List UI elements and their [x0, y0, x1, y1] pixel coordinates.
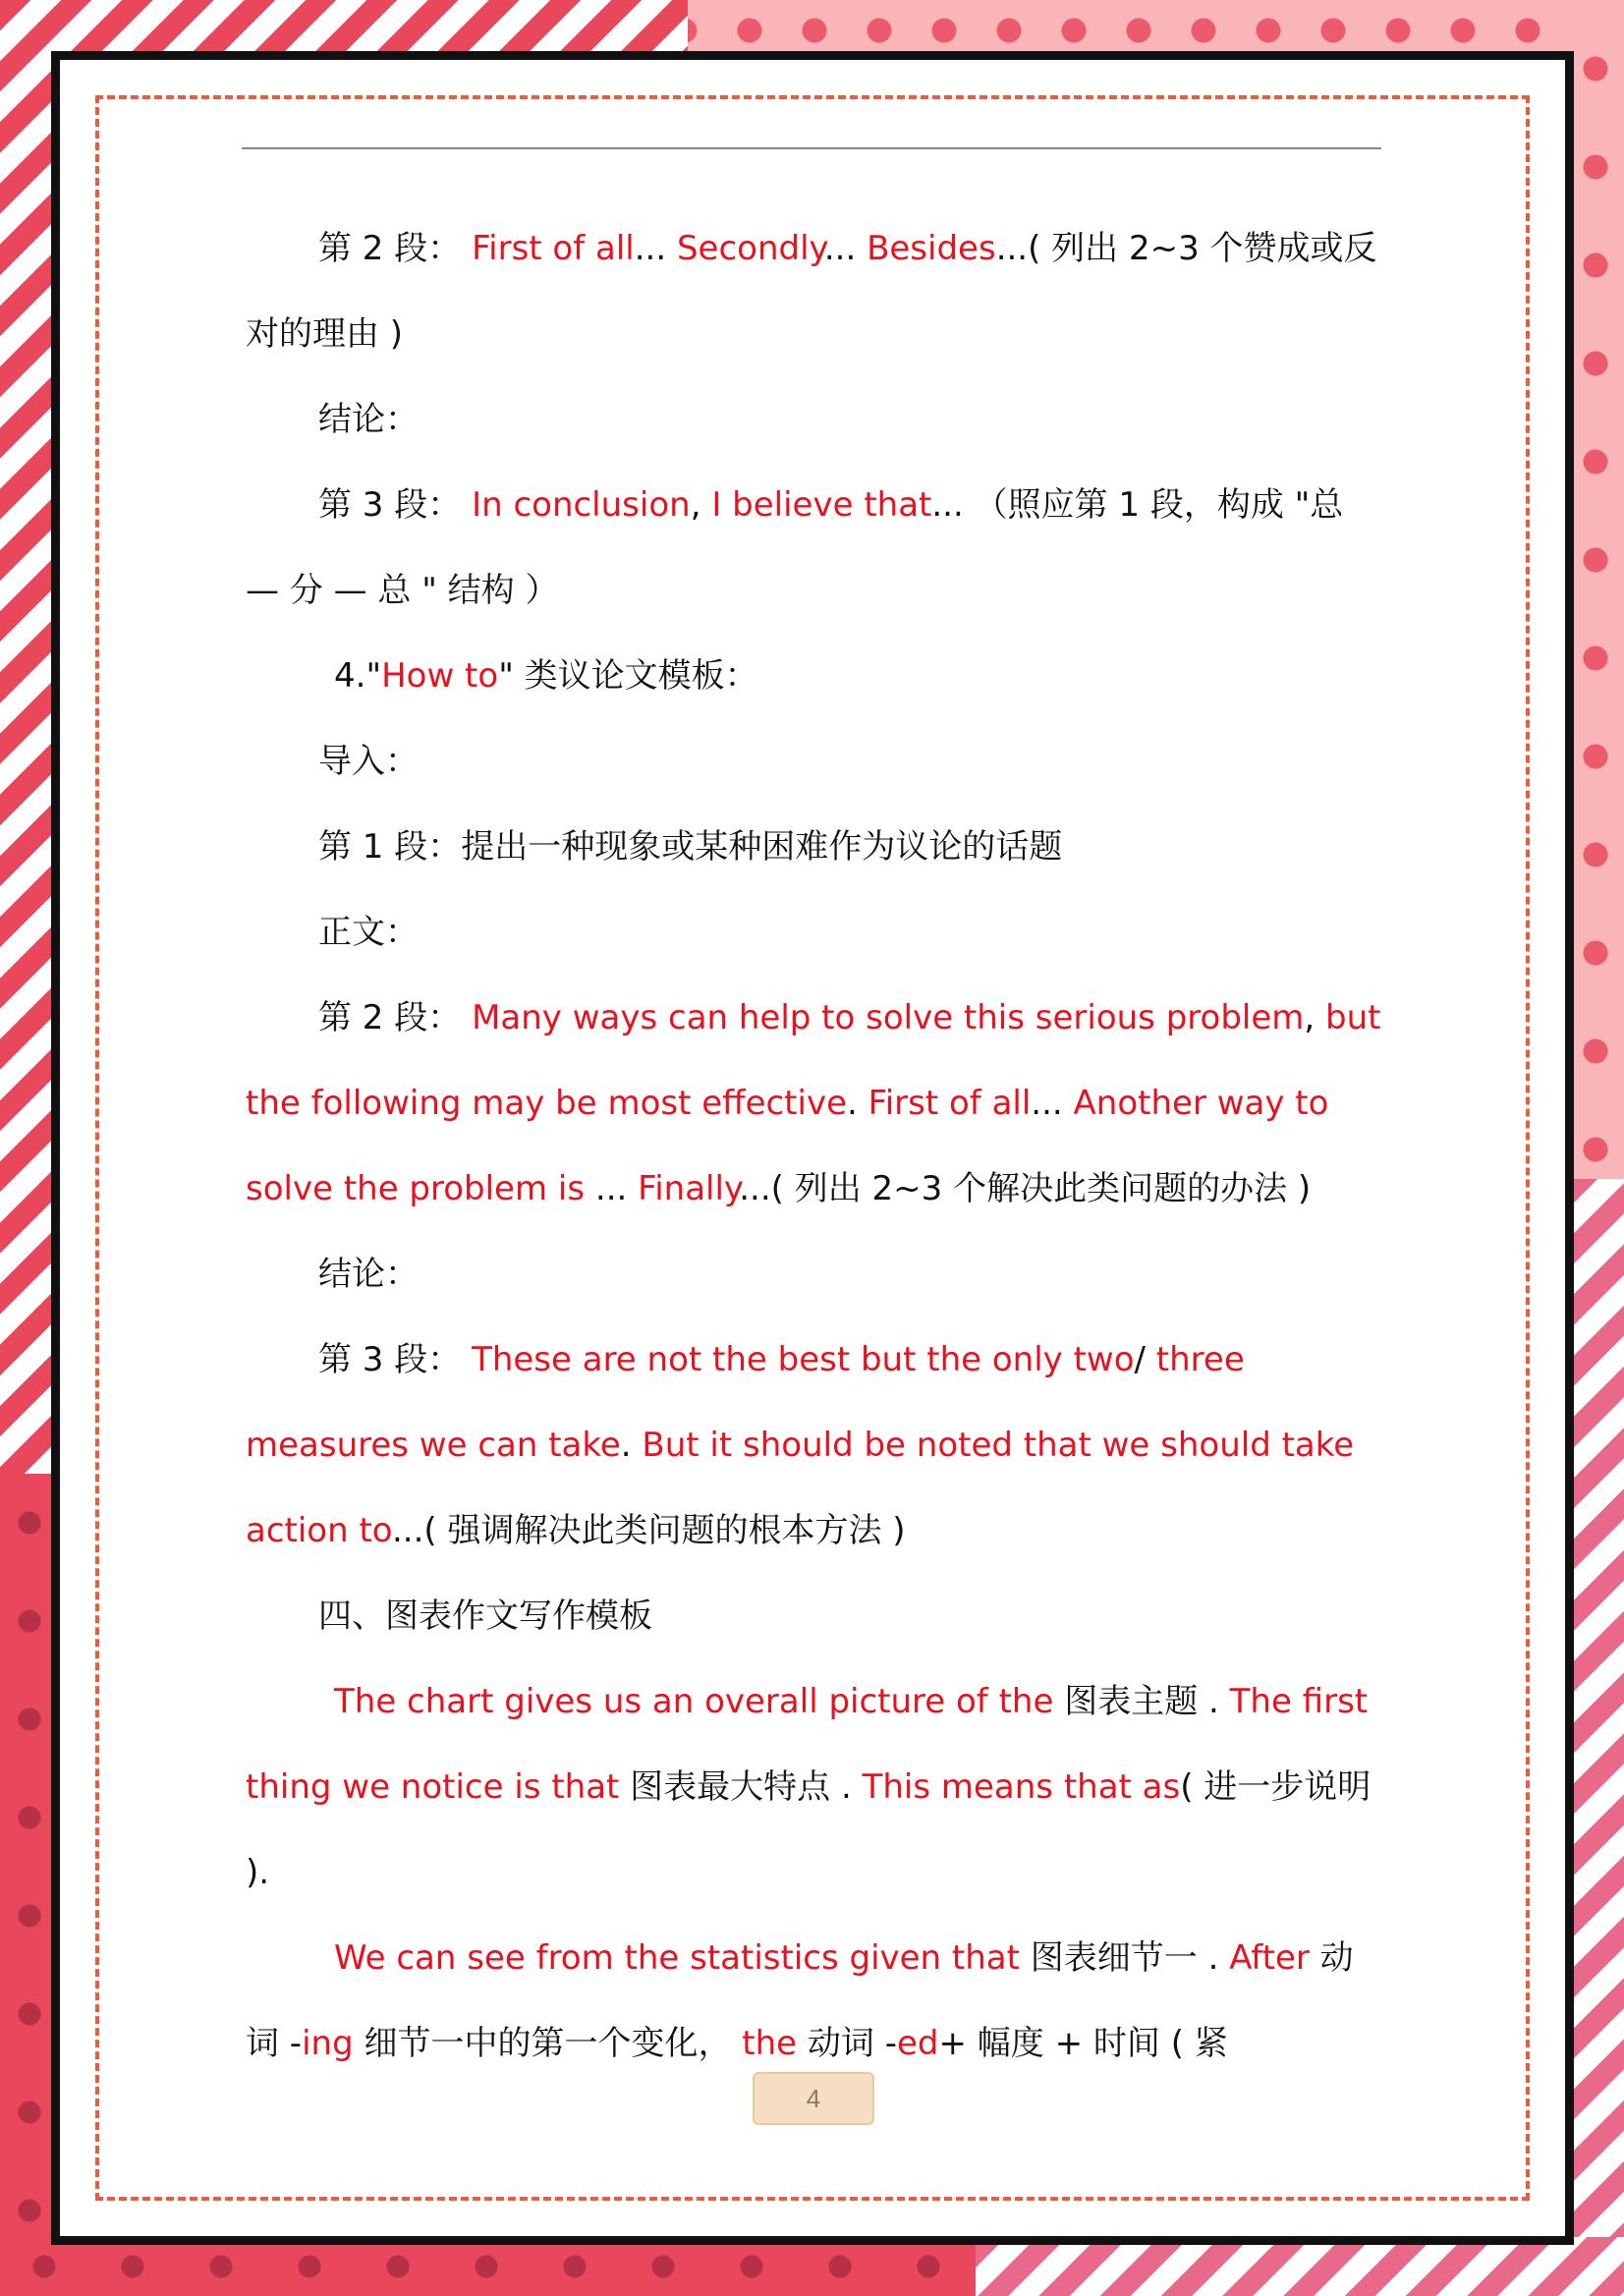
document-body	[246, 206, 1385, 2087]
chart-paragraph-2	[246, 1916, 1385, 2087]
text-red: I believe that	[711, 485, 932, 525]
text: ...	[634, 229, 677, 268]
text: 图表最大特点 .	[619, 1767, 863, 1807]
text-red: These are not the best but the only two	[472, 1340, 1135, 1379]
text-red: three measures we can take	[246, 1340, 1245, 1465]
text: 第 2 段：	[318, 229, 473, 268]
header-rule	[242, 147, 1381, 149]
paragraph-2-solutions	[246, 976, 1385, 1232]
text: ...	[585, 1169, 639, 1208]
paragraph-3-measures	[246, 1317, 1385, 1574]
decor-dots-left	[0, 1474, 59, 2296]
decor-bottom-stripe	[976, 2237, 1624, 2296]
paragraph-1-topic: 第 1 段：提出一种现象或某种困难作为议论的话题	[318, 827, 1063, 867]
text-red: But it should be noted that we should take action to	[246, 1426, 1355, 1550]
text: .	[847, 1084, 868, 1123]
text: 动词 -	[797, 2024, 897, 2063]
conclusion-label-2: 结论：	[318, 1255, 419, 1294]
decor-dots-right	[1567, 0, 1624, 1179]
text: ,	[690, 485, 712, 525]
conclusion-label: 结论：	[318, 400, 419, 439]
text-red: Secondly	[676, 229, 824, 268]
text-red: but the following may be most effective	[246, 998, 1381, 1123]
text: ...( 强调解决此类问题的根本方法 )	[392, 1511, 906, 1550]
body-label: 正文：	[318, 913, 419, 952]
text: ...( 列出 2~3 个赞成或反对的理由 )	[246, 229, 1377, 354]
text: 第 2 段：	[318, 998, 473, 1037]
text-red: Another way to solve the problem is	[246, 1084, 1329, 1208]
text-red: The first thing we notice is that	[246, 1682, 1369, 1807]
decor-stripe-right	[1567, 1179, 1624, 2296]
text-red: How to	[381, 656, 499, 696]
text: ( 进一步说明 ).	[246, 1767, 1372, 1892]
text: ...	[823, 229, 868, 268]
text: 第 3 段：	[318, 1340, 473, 1379]
text-red: First of all	[472, 229, 635, 268]
text-red: After	[1229, 1938, 1310, 1978]
text: + 幅度 + 时间 ( 紧	[938, 2024, 1228, 2063]
how-to-template-heading	[246, 634, 1385, 719]
text-red: We can see from the statistics given that	[334, 1938, 1020, 1978]
chart-template-heading: 四、图表作文写作模板	[318, 1596, 652, 1636]
paragraph-3-conclusion	[246, 463, 1385, 634]
text: 4."	[334, 656, 382, 696]
decor-stripe-top	[0, 0, 707, 59]
text-red: In conclusion	[472, 485, 691, 525]
text-red: ed	[896, 2024, 939, 2063]
text-red: The chart gives us an overall picture of the	[334, 1682, 1054, 1721]
paragraph-2-reasons	[246, 206, 1385, 377]
text: ... （照应第 1 段，构成 "总 — 分 — 总 " 结构 ）	[246, 485, 1344, 610]
text: 第 3 段：	[318, 485, 473, 525]
text: 图表主题 .	[1053, 1682, 1230, 1721]
text: 动词 -	[246, 1938, 1354, 2063]
text-red: Many ways can help to solve this serious problem	[472, 998, 1305, 1037]
intro-label: 导入：	[318, 742, 419, 781]
text: .	[620, 1426, 643, 1465]
decor-dots-top	[688, 0, 1624, 57]
text-red: First of all	[868, 1084, 1032, 1123]
text-red: This means that as	[862, 1767, 1181, 1807]
text: ...	[1031, 1084, 1074, 1123]
text-red: the	[742, 2024, 798, 2063]
text: ,	[1304, 998, 1326, 1037]
page-number: 4	[753, 2072, 874, 2125]
text: " 类议论文模板：	[498, 656, 758, 696]
text-red: Finally	[638, 1169, 740, 1208]
text: 图表细节一 .	[1019, 1938, 1230, 1978]
text-red: Besides	[867, 229, 996, 268]
text: ...( 列出 2~3 个解决此类问题的办法 )	[739, 1169, 1312, 1208]
text: 细节一中的第一个变化，	[353, 2024, 743, 2063]
chart-paragraph-1	[246, 1659, 1385, 1916]
text: /	[1134, 1340, 1156, 1379]
text-red: ing	[302, 2024, 354, 2063]
